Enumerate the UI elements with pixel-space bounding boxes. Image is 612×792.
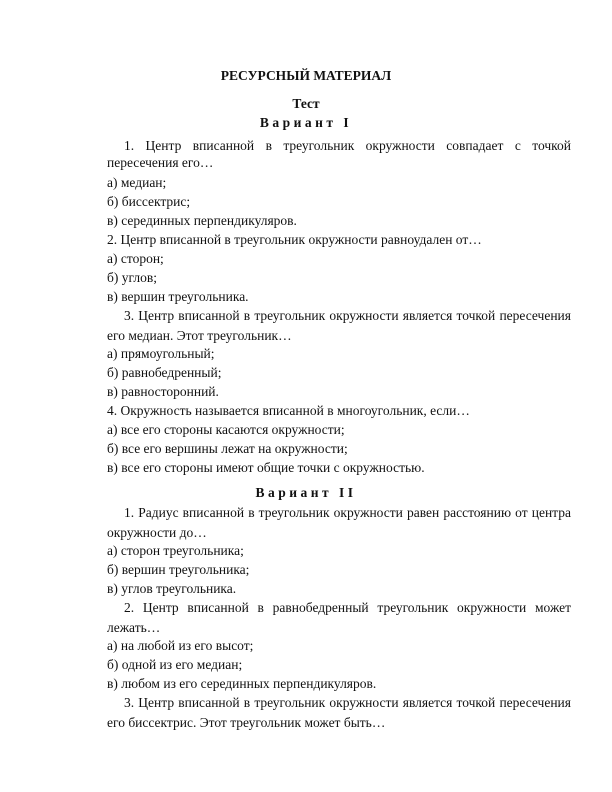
v1-q3-option-a: а) прямоугольный;	[107, 346, 215, 361]
v2-q1-option-b: б) вершин треугольника;	[107, 562, 250, 577]
document-subtitle: Тест	[292, 96, 320, 111]
v1-q1-line1: 1. Центр вписанной в треугольник окружности совпадает с точкой	[124, 138, 571, 153]
v2-q3-line1: 3. Центр вписанной в треугольник окружности является точкой пересечения	[124, 695, 571, 710]
v1-q4-line1: 4. Окружность называется вписанной в многоугольник, если…	[107, 403, 470, 418]
document-title: РЕСУРСНЫЙ МАТЕРИАЛ	[220, 68, 392, 83]
v1-q1-option-c: в) серединных перпендикуляров.	[107, 213, 297, 228]
v2-q3-line2: его биссектрис. Этот треугольник может быть…	[107, 715, 386, 730]
v1-q1-option-b: б) биссектрис;	[107, 194, 191, 209]
variant-2-heading: Вариант II	[255, 485, 357, 500]
v2-q2-line1: 2. Центр вписанной в равнобедренный треугольник окружности может	[124, 600, 571, 615]
v2-q2-option-b: б) одной из его медиан;	[107, 657, 243, 672]
v1-q3-option-c: в) равносторонний.	[107, 384, 219, 399]
v1-q4-option-b: б) все его вершины лежат на окружности;	[107, 441, 348, 456]
v1-q1-line2: пересечения его…	[107, 155, 214, 170]
v1-q4-option-a: а) все его стороны касаются окружности;	[107, 422, 345, 437]
v2-q1-line2: окружности до…	[107, 525, 207, 540]
v1-q3-line2: его медиан. Этот треугольник…	[107, 328, 292, 343]
v1-q2-option-a: а) сторон;	[107, 251, 164, 266]
v1-q3-option-b: б) равнобедренный;	[107, 365, 222, 380]
variant-1-heading: Вариант I	[259, 115, 353, 130]
v1-q3-line1: 3. Центр вписанной в треугольник окружности является точкой пересечения	[124, 308, 571, 323]
v2-q2-line2: лежать…	[107, 620, 161, 635]
v1-q2-line1: 2. Центр вписанной в треугольник окружности равноудален от…	[107, 232, 482, 247]
v1-q1-option-a: а) медиан;	[107, 175, 167, 190]
v1-q4-option-c: в) все его стороны имеют общие точки с окружностью.	[107, 460, 425, 475]
v2-q2-option-c: в) любом из его серединных перпендикуляров.	[107, 676, 377, 691]
v2-q1-option-a: а) сторон треугольника;	[107, 543, 244, 558]
v2-q1-line1: 1. Радиус вписанной в треугольник окружности равен расстоянию от центра	[124, 505, 571, 520]
v2-q2-option-a: а) на любой из его высот;	[107, 638, 254, 653]
v1-q2-option-c: в) вершин треугольника.	[107, 289, 249, 304]
v1-q2-option-b: б) углов;	[107, 270, 157, 285]
v2-q1-option-c: в) углов треугольника.	[107, 581, 237, 596]
